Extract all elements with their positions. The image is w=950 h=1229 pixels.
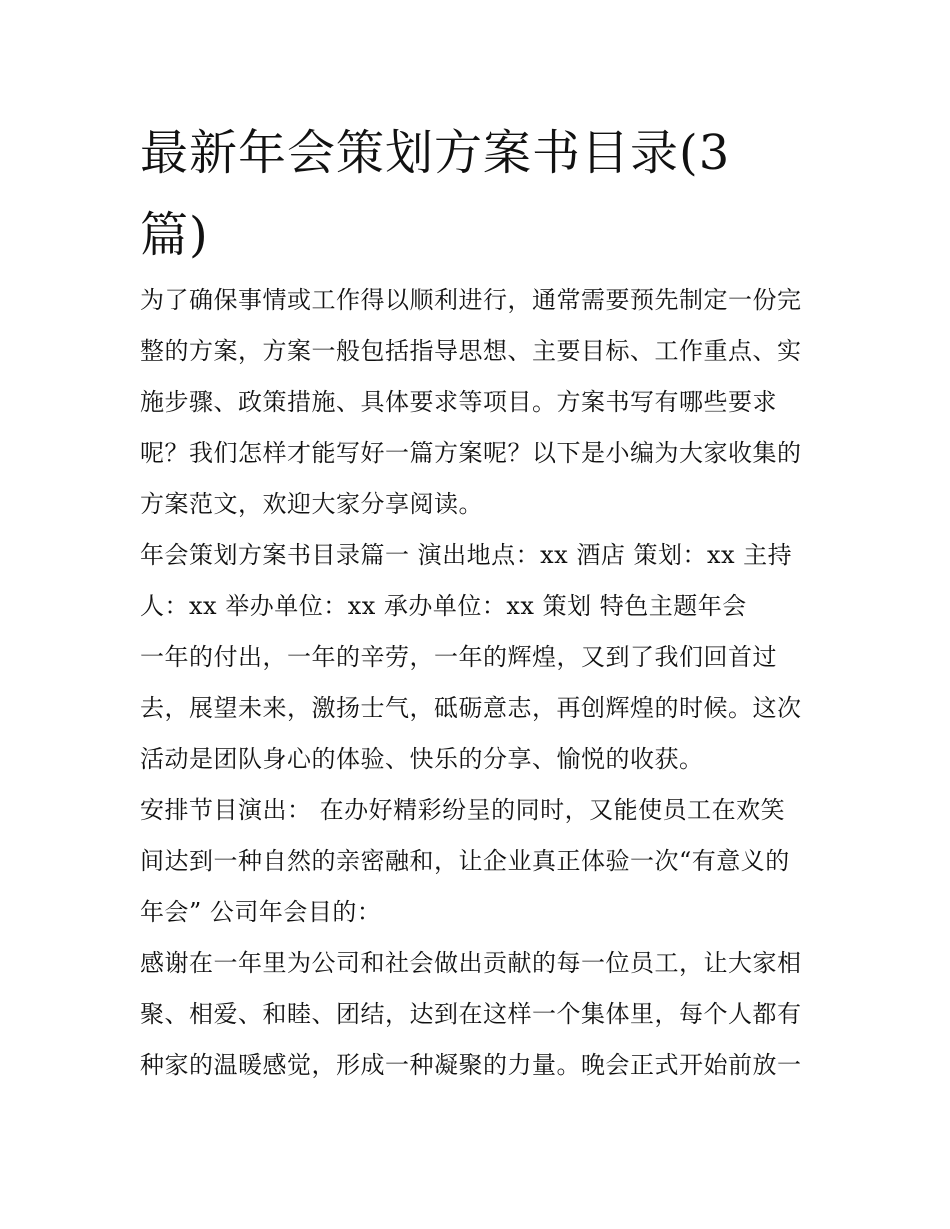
document-body — [140, 275, 820, 1091]
text-line: 活动是团队身心的体验、快乐的分享、愉悦的收获。 — [140, 745, 704, 773]
text-line: 种家的温暖感觉，形成一种凝聚的力量。晚会正式开始前放一 — [140, 1051, 802, 1079]
paragraph-intro — [140, 275, 820, 530]
text-line: 感谢在一年里为公司和社会做出贡献的每一位员工，让大家相 — [140, 949, 802, 977]
document-title: 最新年会策划方案书目录(3篇) — [140, 125, 731, 263]
text-line: 呢？我们怎样才能写好一篇方案呢？以下是小编为大家收集的 — [140, 439, 802, 467]
paragraph-purpose — [140, 938, 820, 1091]
paragraph-program — [140, 785, 820, 938]
paragraph-event-info — [140, 530, 820, 632]
text-line: 施步骤、政策措施、具体要求等项目。方案书写有哪些要求 — [140, 388, 777, 416]
text-line: 整的方案，方案一般包括指导思想、主要目标、工作重点、实 — [140, 337, 802, 365]
text-line: 去，展望未来，激扬士气，砥砺意志，再创辉煌的时候。这次 — [140, 694, 802, 722]
text-line: 人：xx 举办单位：xx 承办单位：xx 策划 特色主题年会 — [140, 592, 747, 620]
paragraph-theme — [140, 632, 820, 785]
text-line: 为了确保事情或工作得以顺利进行，通常需要预先制定一份完 — [140, 286, 802, 314]
text-line: 安排节目演出： 在办好精彩纷呈的同时，又能使员工在欢笑 — [140, 796, 786, 824]
text-line: 方案范文，欢迎大家分享阅读。 — [140, 490, 483, 518]
text-line: 年会策划方案书目录篇一 演出地点：xx 酒店 策划：xx 主持 — [140, 541, 793, 569]
text-line: 一年的付出，一年的辛劳，一年的辉煌，又到了我们回首过 — [140, 643, 777, 671]
text-line: 聚、相爱、和睦、团结，达到在这样一个集体里，每个人都有 — [140, 1000, 802, 1028]
text-line: 年会” 公司年会目的： — [140, 898, 382, 926]
text-line: 间达到一种自然的亲密融和，让企业真正体验一次“有意义的 — [140, 847, 790, 875]
